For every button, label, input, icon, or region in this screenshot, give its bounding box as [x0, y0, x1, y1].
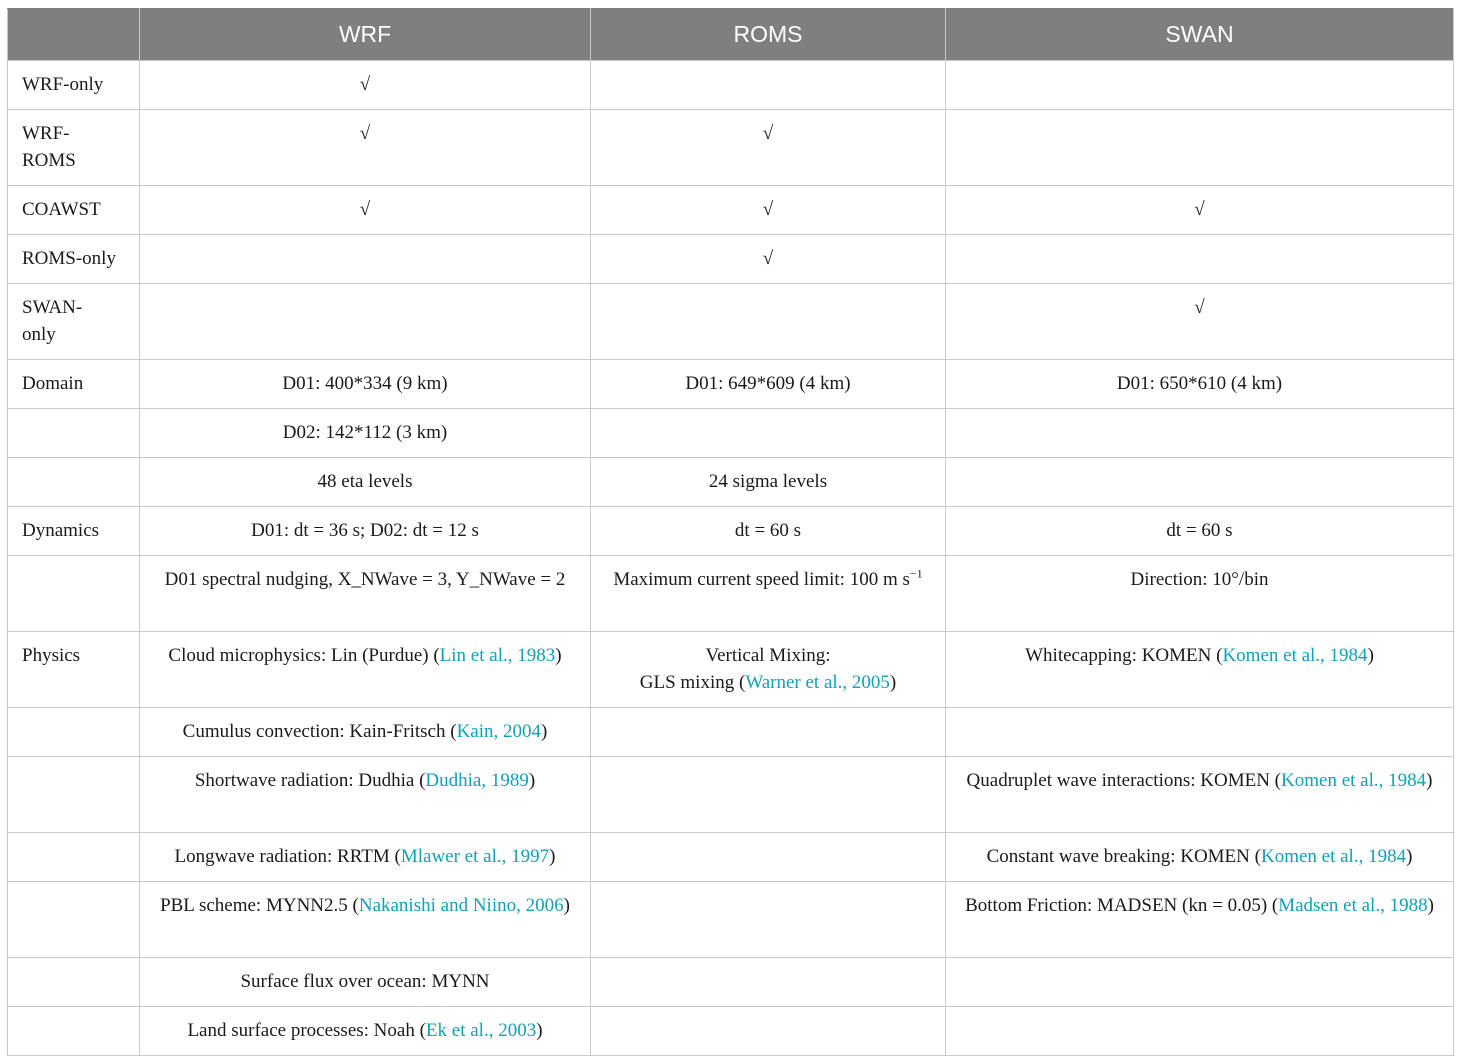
citation-link[interactable]: Dudhia, 1989 [425, 770, 529, 791]
cell-text: ) [541, 721, 548, 742]
row-domain-d02 [8, 409, 1454, 458]
check-mark: √ [140, 110, 591, 186]
wrf-shortwave [140, 757, 591, 833]
roms-levels: 24 sigma levels [591, 458, 946, 507]
empty-cell [946, 235, 1454, 284]
roms-speed-limit [591, 556, 946, 632]
row-physics-3 [8, 757, 1454, 833]
roms-speed-limit-text: Maximum current speed limit: 100 m s [613, 569, 910, 590]
empty-cell [8, 556, 140, 632]
row-roms-only [8, 235, 1454, 284]
swan-wave-breaking [946, 833, 1454, 882]
row-physics-6 [8, 958, 1454, 1007]
wrf-domain-d01: D01: 400*334 (9 km) [140, 360, 591, 409]
empty-cell [591, 958, 946, 1007]
wrf-levels: 48 eta levels [140, 458, 591, 507]
wrf-longwave [140, 833, 591, 882]
row-domain-levels [8, 458, 1454, 507]
empty-cell [140, 284, 591, 360]
model-configuration-table [7, 8, 1454, 1056]
cell-text: GLS mixing ( [639, 672, 746, 693]
swan-domain-d01: D01: 650*610 (4 km) [946, 360, 1454, 409]
citation-link[interactable]: Komen et al., 1984 [1260, 846, 1407, 867]
empty-cell [8, 409, 140, 458]
empty-cell [8, 757, 140, 833]
cell-text: Cloud microphysics: Lin (Purdue) ( [168, 645, 440, 666]
check-mark: √ [946, 284, 1454, 360]
empty-cell [946, 110, 1454, 186]
wrf-domain-d02: D02: 142*112 (3 km) [140, 409, 591, 458]
empty-cell [8, 458, 140, 507]
cell-text: ) [528, 770, 536, 791]
cell-text: Quadruplet wave interactions: KOMEN ( [966, 770, 1282, 791]
row-swan-only [8, 284, 1454, 360]
cell-text: Constant wave breaking: KOMEN ( [986, 846, 1261, 867]
wrf-timestep: D01: dt = 36 s; D02: dt = 12 s [140, 507, 591, 556]
cell-text: ) [1406, 846, 1413, 867]
empty-cell [591, 833, 946, 882]
empty-cell [8, 708, 140, 757]
wrf-land-surface [140, 1007, 591, 1056]
empty-cell [591, 61, 946, 110]
cell-text: Whitecapping: KOMEN ( [1025, 645, 1223, 666]
cell-text: ) [1427, 895, 1434, 916]
check-mark: √ [591, 186, 946, 235]
swan-direction: Direction: 10°/bin [946, 556, 1454, 632]
empty-cell [8, 958, 140, 1007]
roms-timestep: dt = 60 s [591, 507, 946, 556]
cell-text: Cumulus convection: Kain-Fritsch ( [182, 721, 457, 742]
empty-cell [140, 235, 591, 284]
row-dynamics-options [8, 556, 1454, 632]
check-mark: √ [946, 186, 1454, 235]
wrf-cloud-microphysics [140, 632, 591, 708]
row-label: Dynamics [8, 507, 140, 556]
empty-cell [946, 1007, 1454, 1056]
row-physics-2 [8, 708, 1454, 757]
cell-text: ) [555, 645, 562, 666]
cell-text: PBL scheme: MYNN2.5 ( [160, 895, 359, 916]
header-row [8, 9, 1454, 61]
empty-cell [591, 1007, 946, 1056]
header-corner [8, 9, 140, 61]
check-mark: √ [140, 61, 591, 110]
cell-text: Land surface processes: Noah ( [187, 1020, 426, 1041]
row-label: Domain [8, 360, 140, 409]
row-coawst [8, 186, 1454, 235]
cell-text: ) [549, 846, 556, 867]
citation-link[interactable]: Nakanishi and Niino, 2006 [358, 895, 564, 916]
citation-link[interactable]: Komen et al., 1984 [1222, 645, 1368, 666]
empty-cell [8, 882, 140, 958]
cell-text: ) [1367, 645, 1374, 666]
cell-text: Longwave radiation: RRTM ( [174, 846, 401, 867]
row-wrf-roms [8, 110, 1454, 186]
check-mark: √ [591, 110, 946, 186]
swan-quadruplet [946, 757, 1454, 833]
wrf-spectral-nudging: D01 spectral nudging, X_NWave = 3, Y_NWave = 2 [140, 556, 591, 632]
citation-link[interactable]: Madsen et al., 1988 [1278, 895, 1428, 916]
empty-cell [591, 757, 946, 833]
empty-cell [946, 958, 1454, 1007]
row-physics-1 [8, 632, 1454, 708]
citation-link[interactable]: Kain, 2004 [456, 721, 541, 742]
row-physics-5 [8, 882, 1454, 958]
row-physics-7 [8, 1007, 1454, 1056]
row-wrf-only [8, 61, 1454, 110]
empty-cell [591, 284, 946, 360]
row-domain-d01 [8, 360, 1454, 409]
swan-bottom-friction [946, 882, 1454, 958]
wrf-surface-flux: Surface flux over ocean: MYNN [140, 958, 591, 1007]
empty-cell [946, 708, 1454, 757]
row-label: SWAN- only [8, 284, 140, 360]
row-label: WRF-only [8, 61, 140, 110]
row-physics-4 [8, 833, 1454, 882]
cell-text: Bottom Friction: MADSEN (kn = 0.05) ( [965, 895, 1279, 916]
cell-text: Shortwave radiation: Dudhia ( [194, 770, 426, 791]
row-label: Physics [8, 632, 140, 708]
row-label: COAWST [8, 186, 140, 235]
roms-speed-limit-exponent: −1 [909, 566, 923, 581]
roms-domain-d01: D01: 649*609 (4 km) [591, 360, 946, 409]
roms-vertical-mixing [591, 632, 946, 708]
empty-cell [8, 1007, 140, 1056]
header-swan: SWAN [946, 9, 1454, 61]
empty-cell [591, 708, 946, 757]
check-mark: √ [140, 186, 591, 235]
empty-cell [946, 61, 1454, 110]
citation-link[interactable]: Lin et al., 1983 [439, 645, 556, 666]
cell-text: ) [1426, 770, 1433, 791]
empty-cell [8, 833, 140, 882]
check-mark: √ [591, 235, 946, 284]
mixing-title: Vertical Mixing: [705, 645, 831, 666]
cell-text: ) [536, 1020, 543, 1041]
swan-whitecapping [946, 632, 1454, 708]
swan-timestep: dt = 60 s [946, 507, 1454, 556]
wrf-cumulus [140, 708, 591, 757]
citation-link[interactable]: Mlawer et al., 1997 [400, 846, 550, 867]
header-roms: ROMS [591, 9, 946, 61]
citation-link[interactable]: Ek et al., 2003 [425, 1020, 537, 1041]
row-dynamics-dt [8, 507, 1454, 556]
empty-cell [946, 409, 1454, 458]
header-wrf: WRF [140, 9, 591, 61]
citation-link[interactable]: Warner et al., 2005 [745, 672, 890, 693]
citation-link[interactable]: Komen et al., 1984 [1281, 770, 1427, 791]
empty-cell [591, 882, 946, 958]
empty-cell [591, 409, 946, 458]
cell-text: ) [889, 672, 897, 693]
row-label: ROMS-only [8, 235, 140, 284]
empty-cell [946, 458, 1454, 507]
cell-text: ) [563, 895, 570, 916]
wrf-pbl [140, 882, 591, 958]
row-label: WRF- ROMS [8, 110, 140, 186]
